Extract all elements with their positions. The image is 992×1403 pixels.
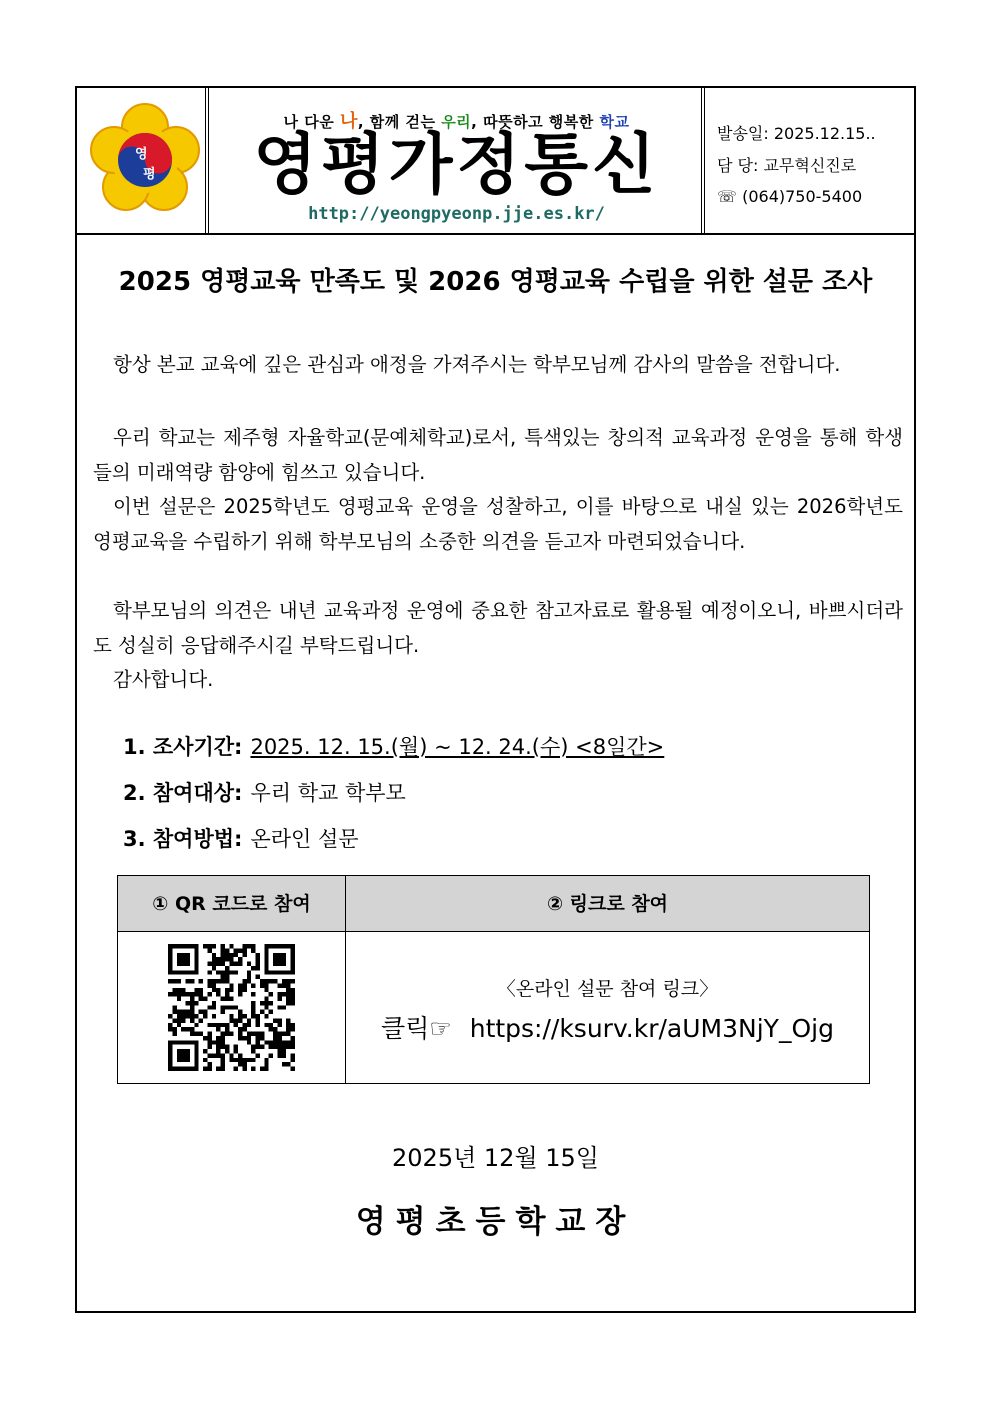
participation-table xyxy=(117,875,870,1084)
issue-date-footer: 2025년 12월 15일 xyxy=(392,1144,599,1172)
school-url[interactable]: http://yeongpyeonp.jje.es.kr/ xyxy=(308,204,605,224)
qr-column-header: ① QR 코드로 참여 xyxy=(118,876,346,932)
paragraph-4: 학부모님의 의견은 내년 교육과정 운영에 중요한 참고자료로 활용될 예정이오니, 바쁘시더라도 성실히 응답해주시길 부탁드립니다. xyxy=(93,599,903,657)
link-cell xyxy=(346,932,869,1083)
detail-value: 온라인 설문 xyxy=(250,827,359,851)
survey-title: 2025 영평교육 만족도 및 2026 영평교육 수립을 위한 설문 조사 xyxy=(118,267,873,297)
qr-cell xyxy=(118,932,346,1083)
detail-label: 3. 참여방법: xyxy=(123,827,243,851)
detail-method xyxy=(123,816,664,862)
slogan-part3: , 따뜻하고 행복한 xyxy=(471,113,600,131)
logo-cell xyxy=(77,88,209,233)
link-column-header: ② 링크로 참여 xyxy=(346,876,869,932)
slogan-word-na: 나 xyxy=(339,111,358,132)
slogan-part1: 나 다운 xyxy=(283,113,340,131)
slogan-part2: , 함께 걷는 xyxy=(357,113,442,131)
paragraph-2: 우리 학교는 제주형 자율학교(문예체학교)로서, 특색있는 창의적 교육과정 운영을 통해 학생들의 미래역량 함양에 힘쓰고 있습니다. xyxy=(93,426,903,484)
logo-text-top: 영 xyxy=(135,147,148,162)
paragraph-5: 감사합니다. xyxy=(113,668,214,691)
survey-details xyxy=(123,724,664,862)
link-caption: 〈온라인 설문 참여 링크〉 xyxy=(496,978,719,1000)
newsletter-frame xyxy=(75,86,916,1313)
principal-signature: 영평초등학교장 xyxy=(355,1204,636,1240)
detail-label: 1. 조사기간: xyxy=(123,735,243,759)
detail-value: 우리 학교 학부모 xyxy=(250,781,406,805)
logo-text-bottom: 평 xyxy=(143,167,156,182)
title-cell xyxy=(209,88,705,233)
slogan-word-school: 학교 xyxy=(599,113,630,131)
detail-value: 2025. 12. 15.(월) ~ 12. 24.(수) <8일간> xyxy=(250,735,665,759)
click-label: 클릭☞ xyxy=(381,1014,452,1043)
slogan-word-uri: 우리 xyxy=(441,113,472,131)
info-cell xyxy=(705,88,916,233)
qr-code[interactable] xyxy=(168,944,295,1071)
school-logo xyxy=(81,100,205,220)
paragraph-1: 항상 본교 교육에 깊은 관심과 애정을 가져주시는 학부모님께 감사의 말씀을 전합니다. xyxy=(113,353,841,376)
newsletter-header xyxy=(77,88,914,235)
survey-link[interactable]: https://ksurv.kr/aUM3NjY_Ojg xyxy=(469,1014,834,1043)
detail-target xyxy=(123,770,664,816)
phone-number: ☏ (064)750-5400 xyxy=(717,187,863,206)
paragraph-3: 이번 설문은 2025학년도 영평교육 운영을 성찰하고, 이를 바탕으로 내실 있는 2026학년도 영평교육을 수립하기 위해 학부모님의 소중한 의견을 듣고자 마련되었습니다. xyxy=(93,495,903,553)
newsletter-title: 영평가정통신 xyxy=(253,126,660,203)
contact-dept: 담 당: 교무혁신진로 xyxy=(717,156,857,175)
issue-date: 발송일: 2025.12.15.. xyxy=(717,124,876,143)
detail-period xyxy=(123,724,664,770)
detail-label: 2. 참여대상: xyxy=(123,781,243,805)
link-row xyxy=(346,1009,869,1045)
